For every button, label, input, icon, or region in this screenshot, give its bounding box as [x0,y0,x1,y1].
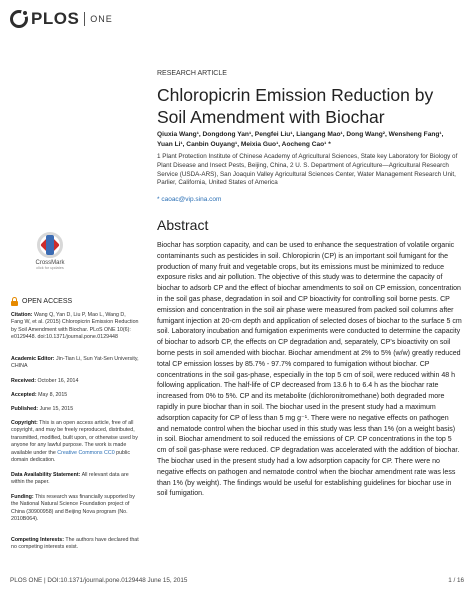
editor-label: Academic Editor: [11,356,55,362]
funding-block [11,494,139,524]
data-availability-block [11,472,139,487]
editor-block [11,356,139,371]
abstract-text: Biochar has sorption capacity, and can be used to enhance the sequestration of volatile organic contaminants such as pesticides in soil. Chloropicrin (CP) is an important soil fumigant for the production of many fruit and vegetable crops, but its emissions must be minimized to reduce exposure risks and air pollution. The objective of this study was to determine the capacity of biochar to adsorb CP and the effect of biochar amendments to soil on CP emission, concentration in the soil gas phase, degradation in soil and CP bioactivity for controlling soil borne pests. CP emission and concentration in the soil air phase were measured from packed soil columns after fumigant injection at 20-cm depth and application of selected doses of biochar to the surface 5 cm soil. Laboratory incubation and fumigation experiments were conducted to determine the capacity of biochar to adsorb CP, the effects on CP degradation and, separately, CP's bioactivity on soil borne pests in soil amended with biochar. Biochar amendment at 2% to 5% (w/w) greatly reduced total CP emission losses by 85.7% - 97.7% compared to fumigation without biochar. CP concentrations in the soil gas-phase, especially in the top 5 cm of soil, were reduced within 48 h following application. The half-life of CP decreased from 13.6 h to 6.4 h as the biochar rate increased from 0% to 5%. CP and its metabolite (dichloronitromethane) both degraded more rapidly in pure biochar than in soil. The biochar used in the present study had a maximum adsorption capacity for CP of less than 5 mg g⁻¹. There were no negative effects on pathogen and nematode control when the biochar used in this study was less than 1% (on a weight basis) in soil. Biochar amendment to soil reduced the emissions of CP. CP concentrations in the top 5 cm of soil gas-phase were reduced. CP degradation was accelerated with the addition of biochar. The biochar used in the present study had a low adsorption capacity for CP. There were no negative effects on pathogen and nematode control when the biochar amendment rate was less than 1% (by weight). The findings would be useful for establishing guidelines for biochar use in soil fumigation. [157,242,462,498]
received-date: October 16, 2014 [37,378,79,384]
abstract-heading: Abstract [157,217,209,233]
footer-citation: PLOS ONE | DOI:10.1371/journal.pone.0129448 June 15, 2015 [10,577,188,584]
citation-block [11,312,139,342]
journal-name: ONE [90,14,113,24]
data-availability-label: Data Availability Statement: [11,472,81,478]
copyright-label: Copyright: [11,420,38,426]
affiliations: 1 Plant Protection Institute of Chinese Academy of Agricultural Sciences, State key Laboratory for Biology of Plant Disease and Insect Pests, Beijing, China, 2 U. S. Department of Agriculture—Agricultural Research Service (USDA-ARS), San Joaquin Valley Agricultural Sciences Center, Water Management Research Unit, Parlier, California, United States of America [157,153,458,187]
competing-interests-block [11,537,139,552]
citation-text: Wang Q, Yan D, Liu P, Mao L, Wang D, Fang W, et al. (2015) Chloropicrin Emission Reduction by Soil Amendment with Biochar. PLoS ONE 10(6): e0129448. doi:10.1371/journal.pone.0129448 [11,312,139,341]
brand-name: PLOS [31,9,80,28]
crossmark-label: CrossMark [35,260,65,266]
open-access-label: OPEN ACCESS [22,298,73,305]
article-type: RESEARCH ARTICLE [157,70,227,77]
open-lock-icon [11,297,18,306]
open-access-badge [11,297,72,306]
competing-interests-text: The authors have declared that no competing interests exist. [11,537,139,551]
crossmark-sublabel: click for updates [36,266,64,270]
funding-text: This research was financially supported by the National Natural Science Foundation project of China (30900958) and Beijing Nova program (No. 2010B064). [11,494,135,523]
data-availability-text: All relevant data are within the paper. [11,472,129,486]
page-number: 1 / 16 [448,577,464,584]
crossmark-badge[interactable] [22,232,78,270]
funding-label: Funding: [11,494,34,500]
copyright-text-end: public domain dedication. [11,449,130,464]
published-date: June 15, 2015 [39,406,74,412]
cc0-license-link[interactable]: Creative Commons CC0 [57,449,115,456]
logo-divider [84,12,85,26]
competing-interests-label: Competing Interests: [11,537,64,543]
author-list: Qiuxia Wang¹, Dongdong Yan¹, Pengfei Liu¹, Liangang Mao¹, Dong Wang², Wensheng Fang¹, Yuan Li¹, Canbin Ouyang¹, Meixia Guo¹, Aocheng Cao¹ * [157,131,444,148]
accepted-date: May 8, 2015 [38,392,68,398]
copyright-block [11,420,139,464]
published-block [11,406,139,413]
published-label: Published: [11,406,39,412]
citation-label: Citation: [11,312,33,318]
crossmark-icon [37,232,63,258]
received-block [11,378,139,385]
accepted-label: Accepted: [11,392,37,398]
corresponding-email-link[interactable]: * caoac@vip.sina.com [157,196,222,203]
accepted-block [11,392,139,399]
journal-header [10,8,113,30]
editor-text: Jin-Tian Li, Sun Yat-Sen University, CHINA [11,356,139,370]
plos-logo-icon [10,10,28,28]
copyright-text: This is an open access article, free of all copyright, and may be freely reproduced, distributed, transmitted, modified, built upon, or otherwise used by anyone for any lawful purpose. The work is made available under the [11,420,138,456]
article-title: Chloropicrin Emission Reduction by Soil Amendment with Biochar [157,85,434,127]
received-label: Received: [11,378,37,384]
